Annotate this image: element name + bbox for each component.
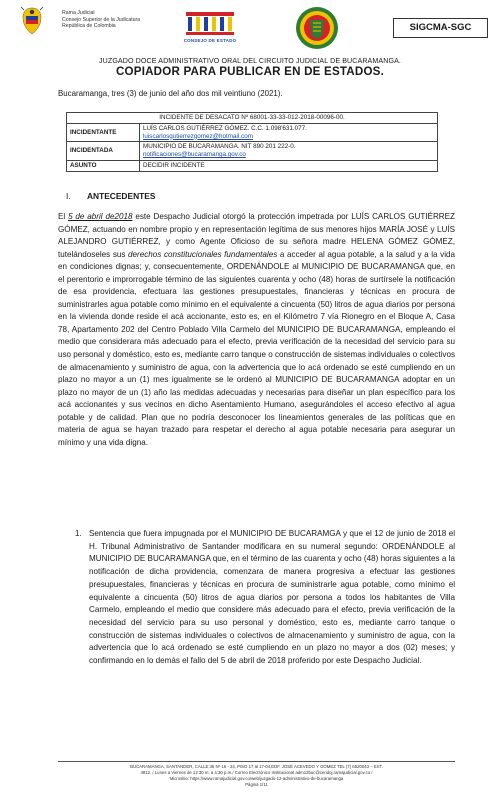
section-number: I. [66,191,71,201]
table-row [67,123,438,142]
page-header [0,4,500,54]
para1-italic: derechos constitucionales fundamentales [128,249,278,259]
rama-judicial-text [62,10,140,30]
document-title: COPIADOR PARA PUBLICAR EN DE ESTADOS. [115,65,385,78]
asunto-label: ASUNTO [67,160,140,171]
incidentada-label: INCIDENTADA [67,142,140,161]
incidentante-value: LUÍS CARLOS GUTIÉRREZ GÓMEZ. C.C. 1.098'631.077. [143,124,307,132]
footer-page-number: Página 1/11 [245,782,268,787]
court-seal-icon [295,6,339,50]
para1-text-a: El [58,212,69,221]
rama-judicial-line-3: República de Colombia [62,23,116,30]
incidentada-value: MUNICIPIO DE BUCARAMANGA. NIT 890 201 222-0. [143,143,296,151]
para1-text-b: este Despacho Judicial otorgó la protección impetrada por LUÍS CARLOS GUTIÉRREZ GÓMEZ, actuando en nombre propio y en representación legítima de sus menores hijos MARÍA JOSÉ y LUÍS ALEJANDRO GUTIÉRREZ, y como Agente Oficioso de su señora madre HELENA GÓMEZ GÓMEZ, tutelándoseles sus [58,212,455,259]
case-info-table [66,112,438,172]
incidentada-email-link[interactable]: notificaciones@bucaramanga.gov.co [143,151,246,159]
section-heading [66,191,155,201]
footer-micrositio: Micrositio: https://www.ramajudicial.gov.co/web/juzgado-12-administrativo-de-bucaramanga [169,776,344,781]
list-number: 1. [75,529,82,538]
page-footer [58,761,455,788]
date-line: Bucaramanga, tres (3) de junio del año dos mil veintiuno (2021). [58,89,283,98]
document-code-box: SIGCMA-SGC [393,18,488,38]
asunto-value: DECIDIR INCIDENTE [140,160,438,171]
consejo-label: CONSEJO DE ESTADO [183,38,237,43]
incidentante-label: INCIDENTANTE [67,123,140,142]
incidentante-email-link[interactable]: luiscarlosgutierrezgomez@hotmail.com [143,132,253,140]
rama-judicial-logo [20,6,44,36]
para1-date: 5 de abril de2018 [68,212,133,221]
court-name: JUZGADO DOCE ADMINISTRATIVO ORAL DEL CIRCUITO JUDICIAL DE BUCARAMANGA. [99,57,401,65]
section-title: ANTECEDENTES [87,191,156,201]
incidentada-cell [140,142,438,161]
table-row [67,142,438,161]
rama-judicial-line-2: Consejo Superior de la Judicatura [62,16,141,23]
table-row [67,160,438,171]
antecedentes-paragraph [58,211,455,449]
footer-hours-email: 4812. / Lunes a Viernes de 12:30 m. a 4:30 p.m./ Correo Electrónico Institucional adm12buc@cendoj.ramajudicial.gov.co / [140,770,373,775]
case-number: INCIDENTE DE DESACATO Nº 68001-33-33-012-2018-00096-00. [67,113,438,124]
consejo-de-estado-logo [180,8,240,50]
rama-judicial-line-1: Rama Judicial [62,10,95,16]
table-row [67,113,438,124]
para1-text-c: a acceder al agua potable, a la salud y a la vida en condiciones dignas; y, consecuentemente, ORDENÁNDOLE al MUNICIPIO DE BUCARAMANGA que, en el perentorio e improrrogable término de las siguientes cuarenta y ocho (48) horas de surtírsele la notificación de esa providencia, efectuara las gestiones presupuestales, financieras y técnicas en procura de suministrarles agua potable como mínimo en el equivalente a cincuenta (50) litros de agua diarios por persona en la vivienda donde reside el acá accionante, esto es, en el Kilómetro 7 vía Rionegro en el Bloque A, Casa 78, Apartamento 202 del Centro Poblado Villa Carmelo del MUNICIPIO DE BUCARAMANGA, empleando el medio que considerara más adecuado para el efecto, previa verificación de la necesidad del servicio para su uso personal y doméstico, esto es, mediante carro tanque o construcción de sistemas individuales o colectivos de almacenamiento y suministro de agua, con la advertencia que lo acá ordenado se esté cumpliendo en un plazo no mayor a un (1) mes igualmente se le ordenó al MUNICIPIO DE BUCARAMANGA adoptar en un plazo no mayor de un (1) año las medidas adecuadas y necesarias para diseñar un plan específico para los acá accionantes y sus vecinos en dicho Asentamiento Humano, asegurándoles el acceso efectivo al agua potable y de calidad. Plan que no podría desconocer los lineamientos generales de las políticas que en materia de agua se hayan trazado para respetar el derecho al agua potable necesaria para asegurar un mínimo y una vida digna. [58,249,456,447]
footer-address: BUCARAMANGA, SANTANDER, CALLE 36 Nº 16 - 24, PISO 17 al 17-04,EDF. JOSÉ ACEVEDO Y GÓMEZ TEL (7) 6520043 – EXT. [130,764,383,769]
consejo-building-icon [180,8,240,38]
numbered-paragraph: Sentencia que fuera impugnada por el MUNICIPIO DE BUCARAMGA y que el 12 de junio de 2018 el H. Tribunal Administrativo de Santander modificara en su numeral segundo: ORDENÁNDOLE al MUNICIPIO DE BUCARAMANGA que, en el término de las cuarenta y ocho (48) horas siguientes a la notificación de dicha providencia, comenzara de manera progresiva a efectuar las gestiones presupuestales, financieras y técnicas en procura de suministrarle agua potable, como mínimo el equivalente a cincuenta (50) litros de agua diarios por persona a todos los habitantes de Villa Carmelo, empleando el medio que considere más adecuado para el efecto, previa verificación de la necesidad del servicio para su uso personal y doméstico, esto es, mediante carro tanque o construcción de sistemas individuales o colectivos de almacenamiento y suministro de agua, con la advertencia que lo acá ordenado se esté cumpliendo en un plazo no mayor a dos (02) meses; y confirmando en lo demás el fallo del 5 de abril de 2018 proferido por este Despacho Judicial. [89,529,455,666]
incidentante-cell [140,123,438,142]
